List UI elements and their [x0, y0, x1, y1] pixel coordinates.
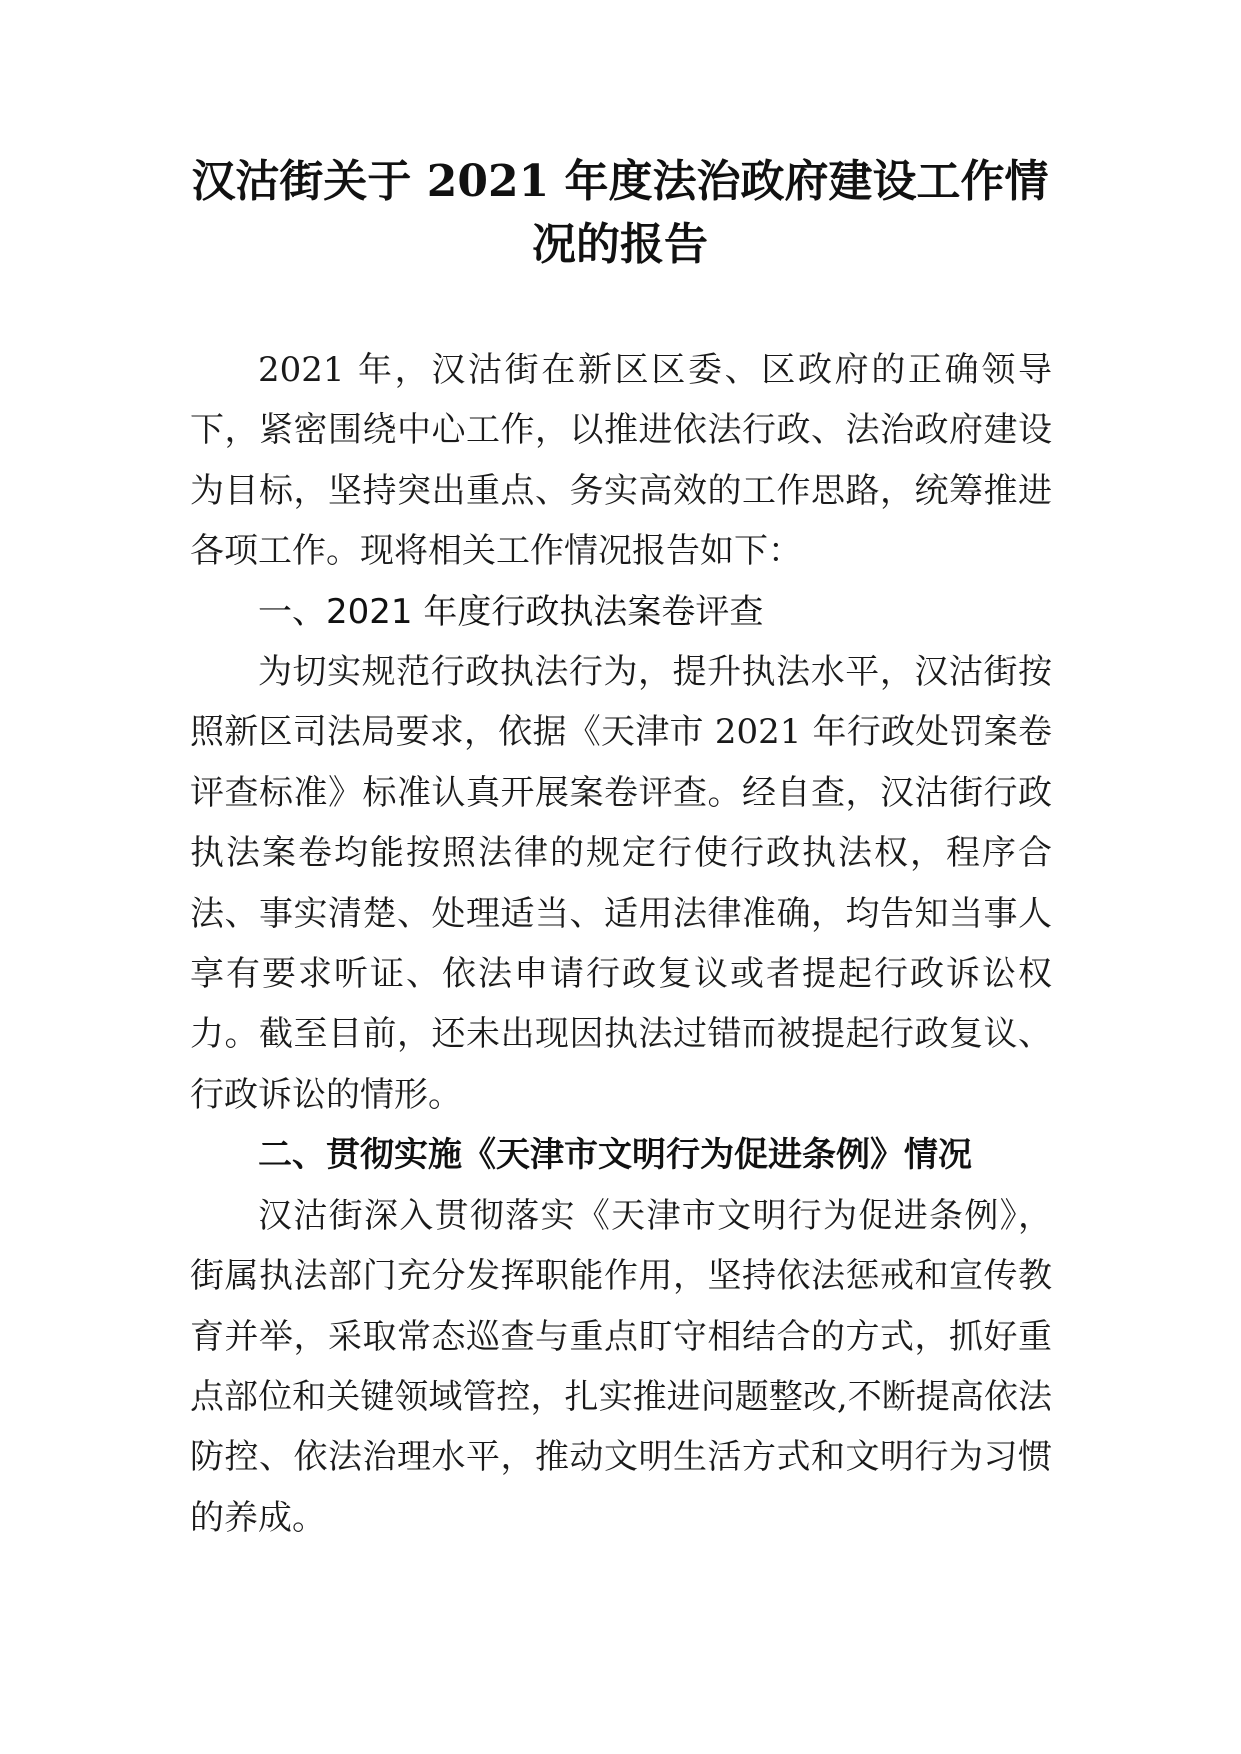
document-title [180, 150, 1060, 276]
title-line-2: 况的报告 [532, 219, 708, 270]
section-2-heading: 二、贯彻实施《天津市文明行为促进条例》情况 [258, 1135, 972, 1176]
section-1-heading: 一、2021 年度行政执法案卷评查 [258, 591, 764, 632]
section-1-paragraph: 为切实规范行政执法行为，提升执法水平，汉沽街按照新区司法局要求，依据《天津市 2021 年行政处罚案卷评查标准》标准认真开展案卷评查。经自查，汉沽街行政执法案卷均能按照法律的规定行使行政执法权，程序合法、事实清楚、处理适当、适用法律准确，均告知当事人享有要求听证、依法申请行政复议或者提起行政诉讼权力。截至目前，还未出现因执法过错而被提起行政复议、行政诉讼的情形。 [190, 652, 1052, 1115]
document-body [190, 340, 1052, 1548]
title-line-1: 汉沽街关于 2021 年度法治政府建设工作情 [191, 156, 1049, 207]
intro-paragraph: 2021 年，汉沽街在新区区委、区政府的正确领导下，紧密围绕中心工作，以推进依法行政、法治政府建设为目标，坚持突出重点、务实高效的工作思路，统筹推进各项工作。现将相关工作情况报告如下： [190, 350, 1052, 572]
section-2-paragraph: 汉沽街深入贯彻落实《天津市文明行为促进条例》，街属执法部门充分发挥职能作用，坚持依法惩戒和宣传教育并举，采取常态巡查与重点盯守相结合的方式，抓好重点部位和关键领域管控，扎实推进问题整改,不断提高依法防控、依法治理水平，推动文明生活方式和文明行为习惯的养成。 [190, 1195, 1052, 1538]
